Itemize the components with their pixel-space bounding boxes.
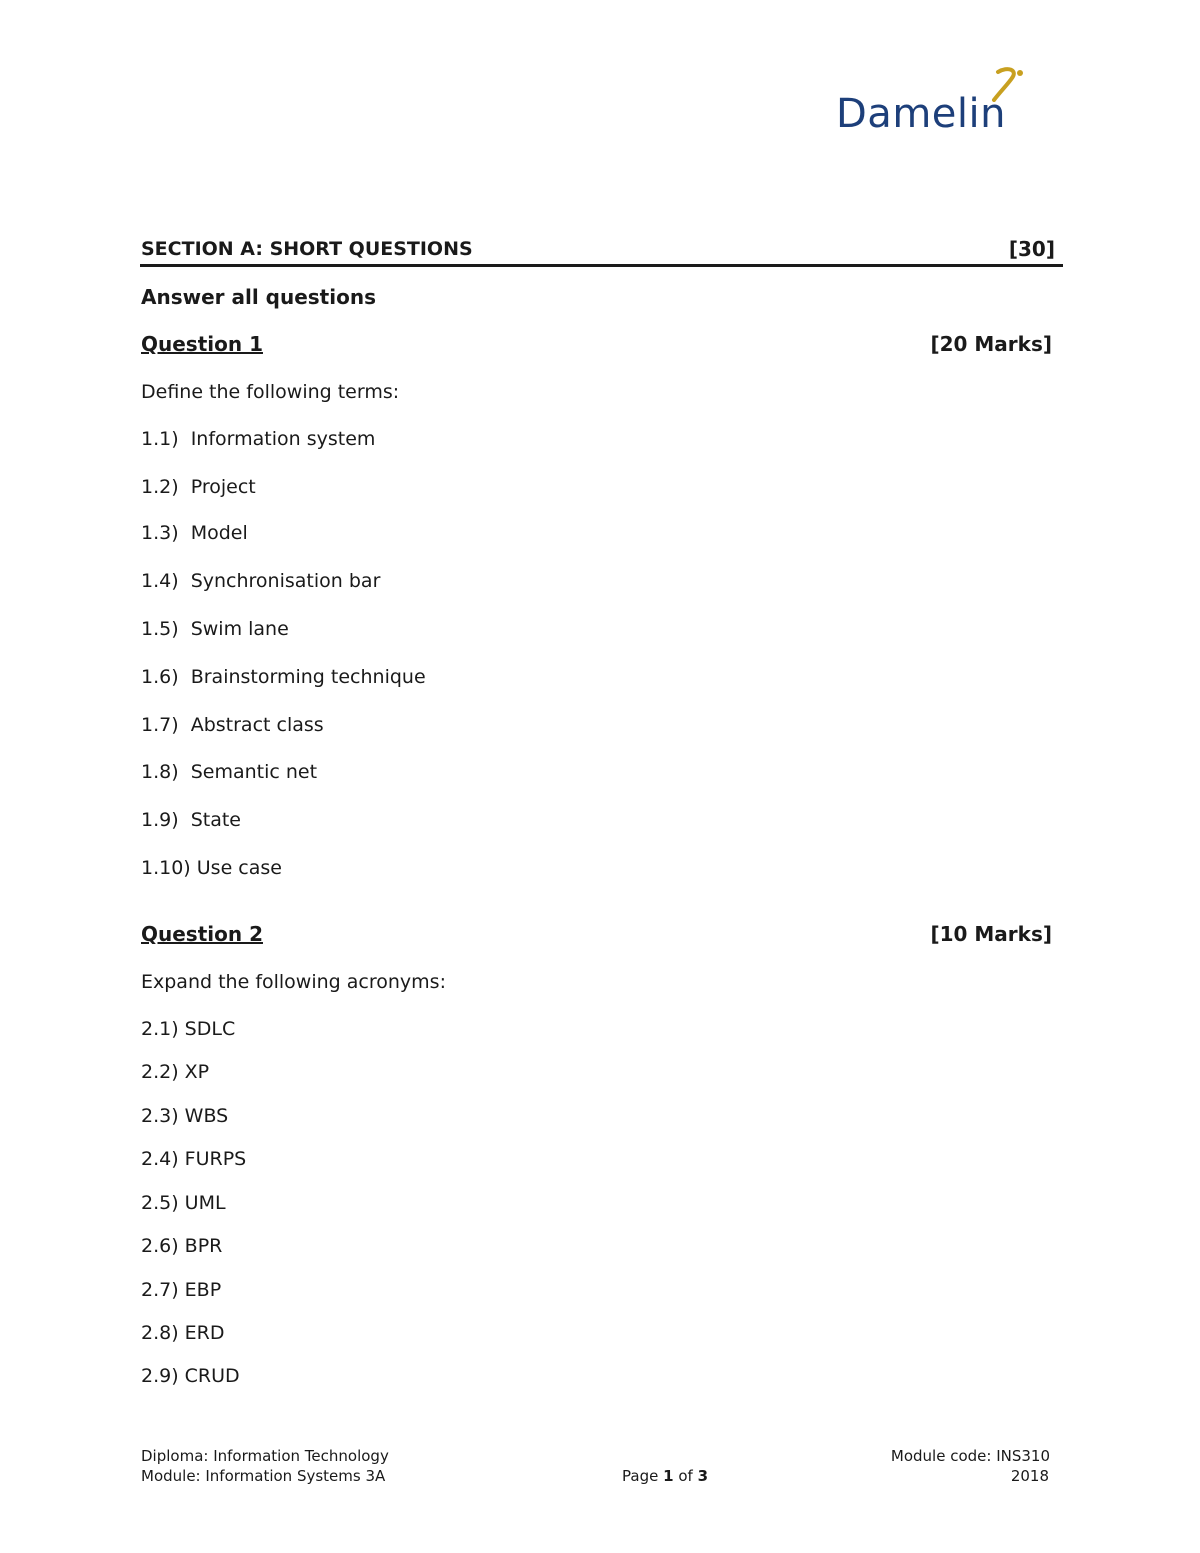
logo-text: Damelin (836, 91, 1006, 137)
question-1-prompt: Define the following terms: (141, 381, 400, 403)
section-title: SECTION A: SHORT QUESTIONS (141, 238, 473, 260)
list-item: 1.3) Model (141, 522, 248, 544)
list-item: 1.8) Semantic net (141, 761, 318, 783)
page-word: Page (622, 1467, 659, 1485)
footer-year: 2018 (1010, 1467, 1049, 1485)
question-2-title: Question 2 (141, 922, 263, 946)
list-item: 1.5) Swim lane (141, 618, 289, 640)
list-item: 1.1) Information system (141, 428, 376, 450)
question-1-marks: [20 Marks] (930, 332, 1052, 356)
list-item: 2.4) FURPS (141, 1148, 247, 1170)
question-2-marks: [10 Marks] (930, 922, 1052, 946)
list-item: 1.7) Abstract class (141, 714, 324, 736)
list-item: 2.3) WBS (141, 1105, 229, 1127)
section-marks: [30] (1008, 237, 1055, 261)
list-item: 2.9) CRUD (141, 1365, 240, 1387)
footer-diploma: Diploma: Information Technology (141, 1447, 389, 1465)
damelin-logo (836, 66, 1066, 142)
page-total: 3 (697, 1467, 709, 1485)
list-item: 2.5) UML (141, 1192, 226, 1214)
footer-page-number (622, 1466, 708, 1486)
footer-module-code: Module code: INS310 (890, 1447, 1050, 1465)
list-item: 2.6) BPR (141, 1235, 223, 1257)
page-current: 1 (663, 1467, 674, 1485)
list-item: 2.8) ERD (141, 1322, 225, 1344)
list-item: 1.4) Synchronisation bar (141, 570, 381, 592)
section-divider (140, 264, 1063, 267)
footer-module: Module: Information Systems 3A (141, 1467, 386, 1485)
instruction: Answer all questions (141, 285, 376, 309)
page-of: of (678, 1467, 693, 1485)
question-2-prompt: Expand the following acronyms: (141, 971, 446, 993)
list-item: 1.6) Brainstorming technique (141, 666, 426, 688)
list-item: 1.2) Project (141, 476, 256, 498)
list-item: 2.2) XP (141, 1061, 210, 1083)
list-item: 2.7) EBP (141, 1279, 222, 1301)
list-item: 2.1) SDLC (141, 1018, 236, 1040)
list-item: 1.9) State (141, 809, 242, 831)
list-item: 1.10) Use case (141, 857, 282, 879)
question-1-title: Question 1 (141, 332, 263, 356)
